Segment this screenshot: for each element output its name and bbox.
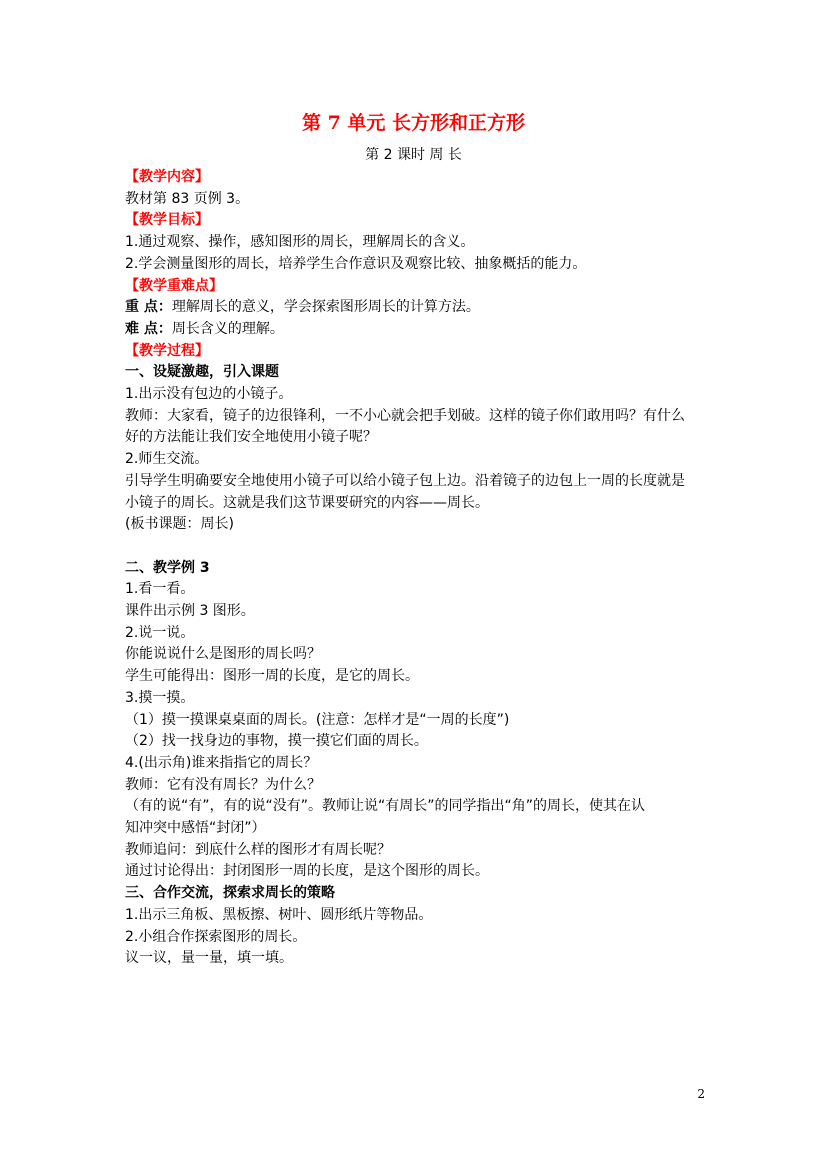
text-line: 1.出示三角板、黑板擦、树叶、圆形纸片等物品。 (125, 906, 433, 923)
text-line: (板书课题：周长) (125, 516, 234, 533)
part-heading: 三、合作交流，探索求周长的策略 (125, 885, 335, 902)
text-line: 通过讨论得出：封闭图形一周的长度，是这个图形的周长。 (125, 863, 489, 880)
text-line: 好的方法能让我们安全地使用小镜子呢？ (125, 429, 377, 446)
text-line: 教师：大家看，镜子的边很锋利，一不小心就会把手划破。这样的镜子你们敢用吗？有什么 (125, 407, 685, 424)
lesson-subtitle: 第 2 课时 周 长 (365, 147, 462, 163)
difficulty-label: 难 点： (125, 320, 172, 337)
text-line: 2.小组合作探索图形的周长。 (125, 928, 307, 945)
goal-item: 1.通过观察、操作，感知图形的周长，理解周长的含义。 (125, 234, 475, 251)
text-line: （1）摸一摸课桌桌面的周长。(注意：怎样才是“一周的长度”) (125, 711, 510, 728)
text-line: 课件出示例 3 图形。 (125, 603, 255, 620)
page-number: 2 (697, 1087, 705, 1101)
text-line: 学生可能得出：图形一周的长度，是它的周长。 (125, 668, 419, 685)
key-point-row (125, 297, 705, 319)
part-heading: 二、教学例 3 (125, 559, 210, 576)
text-line: 小镜子的周长。这就是我们这节课要研究的内容——周长。 (125, 494, 489, 511)
goal-item: 2.学会测量图形的周长，培养学生合作意识及观察比较、抽象概括的能力。 (125, 255, 587, 272)
lesson-content (125, 167, 705, 970)
difficulty-row (125, 319, 705, 341)
section-heading-content: 【教学内容】 (125, 169, 209, 185)
text-line: （有的说“有”，有的说“没有”。教师让说“有周长”的同学指出“角”的周长，使其在认 (125, 798, 646, 815)
content-text: 教材第 83 页例 3。 (125, 190, 250, 207)
text-line: 教师：它有没有周长？为什么？ (125, 776, 321, 793)
text-line: 教师追问：到底什么样的图形才有周长呢？ (125, 841, 391, 858)
text-line: 2.说一说。 (125, 624, 195, 641)
blank-line (125, 536, 705, 558)
text-line: 引导学生明确要安全地使用小镜子可以给小镜子包上边。沿着镜子的边包上一周的长度就是 (125, 472, 685, 489)
section-heading-goals: 【教学目标】 (125, 212, 209, 229)
section-heading-process: 【教学过程】 (125, 342, 209, 359)
section-heading-key-points: 【教学重难点】 (125, 277, 223, 294)
text-line: 3.摸一摸。 (125, 689, 195, 706)
text-line: （2）找一找身边的事物，摸一摸它们面的周长。 (125, 733, 428, 750)
difficulty-text: 周长含义的理解。 (171, 320, 284, 337)
text-line: 你能说说什么是图形的周长吗？ (125, 646, 321, 663)
text-line: 4.(出示角)谁来指指它的周长？ (125, 754, 318, 771)
text-line: 议一议，量一量，填一填。 (125, 950, 293, 967)
text-line: 2.师生交流。 (125, 451, 209, 468)
text-line: 知冲突中感悟“封闭”） (125, 820, 266, 837)
text-line: 1.看一看。 (125, 581, 195, 598)
unit-title: 第 7 单元 长方形和正方形 (301, 112, 526, 134)
text-line: 1.出示没有包边的小镜子。 (125, 386, 293, 403)
part-heading: 一、设疑激趣，引入课题 (125, 364, 279, 381)
key-point-label: 重 点： (125, 299, 172, 316)
key-point-text: 理解周长的意义，学会探索图形周长的计算方法。 (171, 299, 480, 316)
